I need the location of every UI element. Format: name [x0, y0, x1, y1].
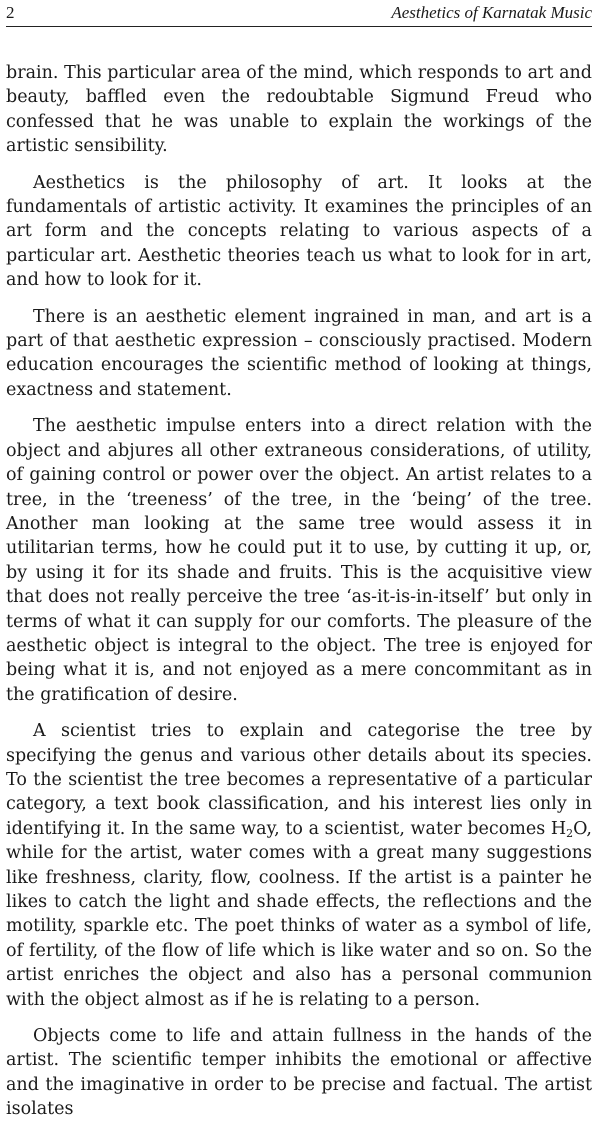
paragraph-3: There is an aesthetic element ingrained in man, and art is a part of that aesthetic expression – consciously practised. Modern education encourages the scientific method of looking at things, exactness and statement. [6, 306, 592, 400]
page-number: 2 [6, 3, 15, 22]
paragraph-2: Aesthetics is the philosophy of art. It looks at the fundamentals of artistic activity. It examines the principles of an art form and the concepts relating to various aspects of a particular art. Aesthetic theories teach us what to look for in art, and how to look for it. [6, 172, 592, 291]
paragraph-6: Objects come to life and attain fullness in the hands of the artist. The scientific temper inhibits the emotional or affective and the imaginative in order to be precise and factual. The artist isolates [6, 1026, 592, 1120]
paragraph-5-text-before: A scientist tries to explain and categorise the tree by specifying the genus and various other details about its species. To the scientist the tree becomes a representative of a particular category, a text book classification, and his interest lies only in identifying it. In the same way, to a scientist, water becomes H [6, 721, 592, 839]
book-page [6, 0, 592, 1120]
running-title: Aesthetics of Karnatak Music [391, 3, 592, 22]
body-text [6, 61, 592, 1122]
paragraph-1: brain. This particular area of the mind, which responds to art and beauty, baffled even the redoubtable Sigmund Freud who confessed that he was unable to explain the workings of the artistic sensibility. [6, 63, 592, 157]
paragraph-4: The aesthetic impulse enters into a direct relation with the object and abjures all other extraneous considerations, of utility, of gaining control or power over the object. An artist relates to a tree, in the ‘treeness’ of the tree, in the ‘being’ of the tree. Another man looking at the same tree would assess it in utilitarian terms, how he could put it to use, by cutting it up, or, by using it for its shade and fruits. This is the acquisitive view that does not really perceive the tree ‘as-it-is-in-itself’ but only in terms of what it can supply for our comforts. The pleasure of the aesthetic object is integral to the object. The tree is enjoyed for being what it is, and not enjoyed as a mere concommitant as in the gratification of desire. [6, 416, 592, 705]
running-header [6, 0, 592, 27]
paragraph-5 [6, 719, 592, 1012]
water-formula-subscript: 2 [566, 826, 574, 840]
paragraph-5-text-after: O, while for the artist, water comes with a great many suggestions like freshness, clarity, flow, coolness. If the artist is a painter he likes to catch the light and shade effects, the reflections and the motility, sparkle etc. The poet thinks of water as a symbol of life, of fertility, of the flow of life which is like water and so on. So the artist enriches the object and also has a personal communion with the object almost as if he is relating to a person. [6, 818, 592, 1010]
